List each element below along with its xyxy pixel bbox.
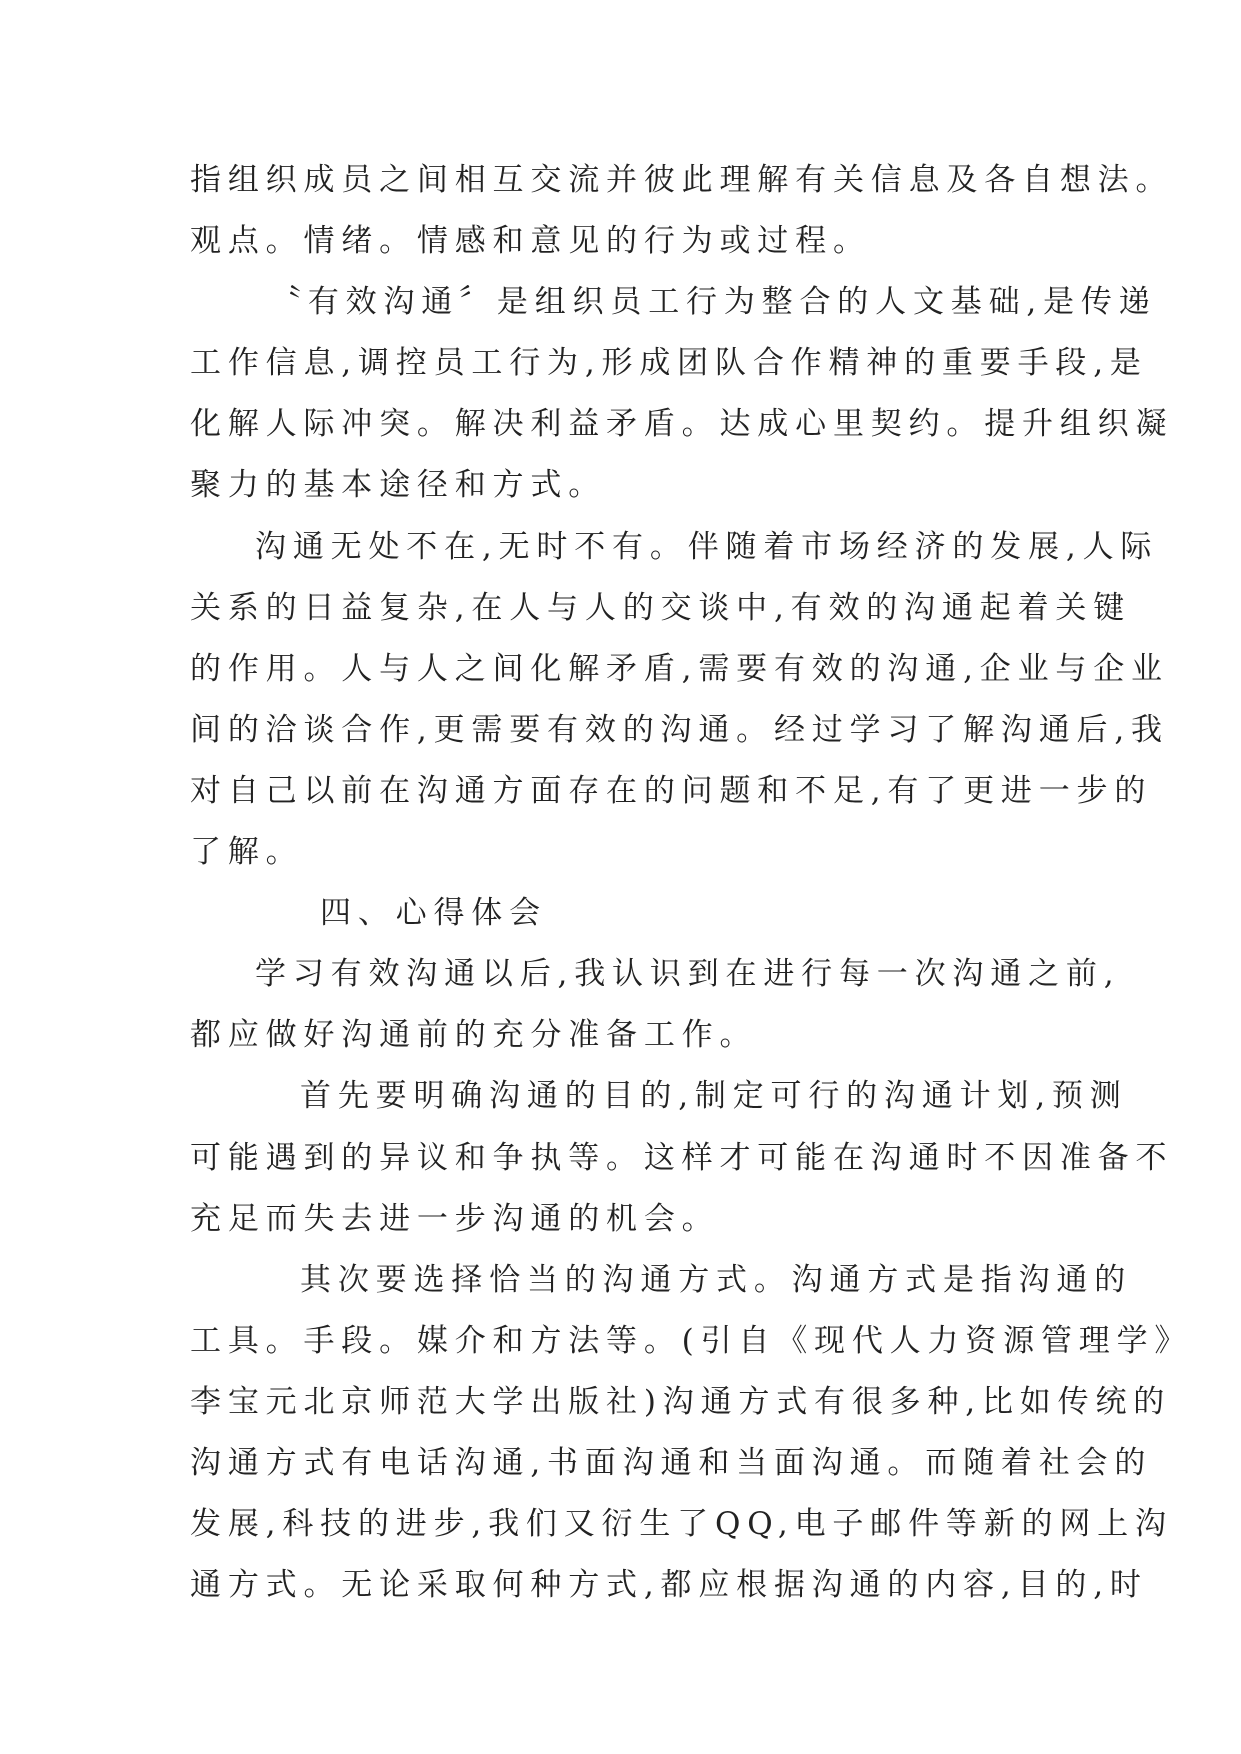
text-line: 化解人际冲突。解决利益矛盾。达成心里契约。提升组织凝: [190, 406, 1174, 443]
text-line: 的作用。人与人之间化解矛盾,需要有效的沟通,企业与企业: [190, 650, 1169, 687]
text-line: 对自己以前在沟通方面存在的问题和不足,有了更进一步的: [190, 772, 1153, 809]
text-line: 四、心得体会: [320, 895, 547, 932]
text-line: 通方式。无论采取何种方式,都应根据沟通的内容,目的,时: [190, 1567, 1148, 1604]
text-line: 学习有效沟通以后,我认识到在进行每一次沟通之前,: [255, 956, 1121, 993]
text-line: 工作信息,调控员工行为,形成团队合作精神的重要手段,是: [190, 345, 1148, 382]
paragraph: [190, 150, 1174, 272]
text-line: 可能遇到的异议和争执等。这样才可能在沟通时不因准备不: [190, 1139, 1174, 1176]
paragraph: [190, 1250, 1193, 1617]
text-line: 沟通方式有电话沟通,书面沟通和当面沟通。而随着社会的: [190, 1444, 1153, 1481]
text-line: 了解。: [190, 834, 304, 871]
body-text: [190, 150, 1193, 1616]
text-line: 充足而失去进一步沟通的机会。: [190, 1200, 720, 1237]
text-line: 工具。手段。媒介和方法等。(引自《现代人力资源管理学》: [190, 1322, 1193, 1359]
paragraph: [190, 517, 1169, 884]
text-line: 间的洽谈合作,更需要有效的沟通。经过学习了解沟通后,我: [190, 711, 1169, 748]
paragraph: [190, 944, 1121, 1066]
text-line: 首先要明确沟通的目的,制定可行的沟通计划,预测: [300, 1078, 1128, 1115]
text-line: 指组织成员之间相互交流并彼此理解有关信息及各自想法。: [190, 162, 1174, 198]
text-line: 观点。情绪。情感和意见的行为或过程。: [190, 223, 871, 260]
section-heading: [190, 883, 1090, 944]
paragraph: [190, 272, 1174, 516]
text-line: 发展,科技的进步,我们又衍生了QQ,电子邮件等新的网上沟: [190, 1506, 1173, 1543]
text-line: 其次要选择恰当的沟通方式。沟通方式是指沟通的: [300, 1261, 1133, 1298]
text-line: 关系的日益复杂,在人与人的交谈中,有效的沟通起着关键: [190, 589, 1132, 626]
text-line: 聚力的基本途径和方式。: [190, 467, 607, 504]
text-line: 都应做好沟通前的充分准备工作。: [190, 1017, 758, 1054]
text-line: 李宝元北京师范大学出版社)沟通方式有很多种,比如传统的: [190, 1383, 1172, 1420]
paragraph: [190, 1066, 1174, 1249]
text-line: 〝有效沟通〞是组织员工行为整合的人文基础,是传递: [270, 284, 1157, 321]
text-line: 沟通无处不在,无时不有。伴随着市场经济的发展,人际: [255, 528, 1159, 565]
